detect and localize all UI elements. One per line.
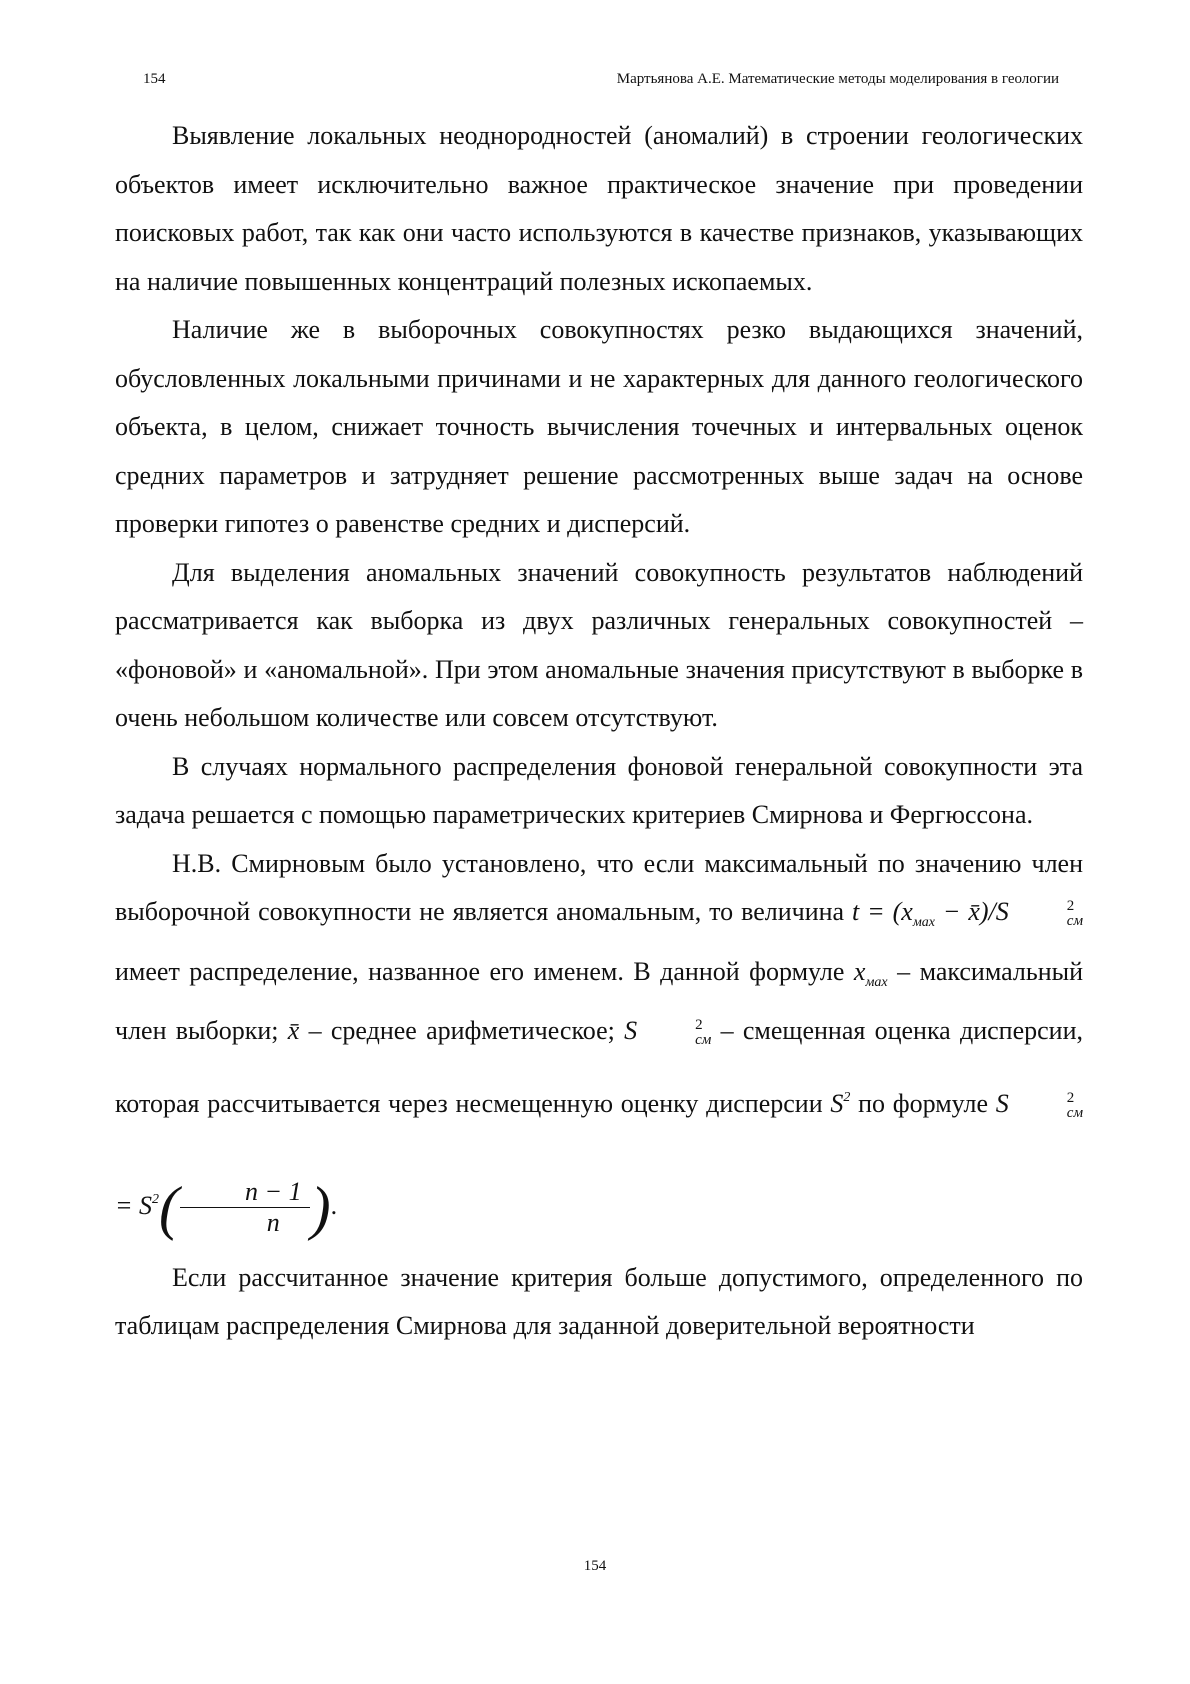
sub-mah: мах xyxy=(912,915,935,930)
fraction-n-minus-1-over-n xyxy=(180,1177,310,1238)
fraction-numerator: n − 1 xyxy=(180,1177,310,1208)
supsub-s2-sm xyxy=(1010,899,1083,929)
supsub-s2-sm-3 xyxy=(1010,1091,1083,1121)
sub-sm-2: см xyxy=(695,1032,712,1049)
s-symbol: S xyxy=(624,1016,638,1045)
sub-sm: см xyxy=(1066,913,1084,930)
sup-2d: 2 xyxy=(1066,1089,1075,1106)
p5-text-c: – максимальный член выборки; xyxy=(115,956,1084,1045)
p5-text-f: по формуле xyxy=(858,1088,989,1118)
sup-2b: 2 xyxy=(695,1017,703,1034)
formula-t-head: t = (x xyxy=(852,897,913,926)
x-symbol: x xyxy=(853,956,866,986)
paragraph-3: Для выделения аномальных значений совокупность результатов наблюдений рассматривается как выборка из двух различных генеральных совокупностей – «фоновой» и «аномальной». При этом аномальные значения присутствуют в выборке в очень небольшом количестве или совсем отсутствуют. xyxy=(115,557,1083,732)
paragraph-4: В случаях нормального распределения фоновой генеральной совокупности эта задача решается с помощью параметрических критериев Смирнова и Фергюссона. xyxy=(115,751,1083,829)
s-symbol-3: S xyxy=(995,1088,1009,1118)
symbol-x-max xyxy=(853,956,888,990)
formula-eq-s: = S xyxy=(115,1190,153,1220)
paren-right: ) xyxy=(310,1174,331,1241)
sub-sm-3: см xyxy=(1066,1104,1084,1121)
p5-text-d: – среднее арифметическое; xyxy=(308,1016,615,1045)
s-symbol-2: S xyxy=(830,1088,844,1118)
sup-2c: 2 xyxy=(843,1089,851,1105)
sub-mah-2: мах xyxy=(865,974,888,990)
sup-2e: 2 xyxy=(152,1191,160,1207)
p5-text-e: – смещенная оценка дисперсии, которая рассчитывается через несмещенную оценку дисперсии xyxy=(115,1016,1083,1118)
paragraph-1: Выявление локальных неоднородностей (аномалий) в строении геологических объектов имеет исключительно важное практическое значение при проведении поисковых работ, так как они часто используются в качестве признаков, указывающих на наличие повышенных концентраций полезных ископаемых. xyxy=(115,121,1083,296)
header-page-number: 154 xyxy=(143,71,166,87)
header-running-title: Мартьянова А.Е. Математические методы моделирования в геологии xyxy=(616,71,1059,87)
formula-t xyxy=(852,897,1084,930)
symbol-s2 xyxy=(830,1089,850,1118)
footer-page-number: 154 xyxy=(583,1558,607,1574)
p5-text-a: Н.В. Смирновым было установлено, что если максимальный по значению член выборочной совокупности не является аномальным, то величина xyxy=(115,848,1083,926)
supsub-s2-sm-2 xyxy=(638,1018,711,1048)
p5-text-b: имеет распределение, названное его именем. В данной формуле xyxy=(115,956,845,986)
symbol-x-bar: x̄ xyxy=(287,1016,300,1045)
symbol-s2-sm xyxy=(624,1016,712,1049)
paragraph-5 xyxy=(115,840,1083,1254)
main-text xyxy=(115,112,1083,1351)
formula-t-tail: − x̄)/S xyxy=(934,897,1009,926)
sup-2: 2 xyxy=(1066,898,1075,915)
fraction-denominator: n xyxy=(266,1208,280,1238)
paren-left: ( xyxy=(159,1174,180,1241)
formula-period: . xyxy=(330,1190,338,1220)
paragraph-6: Если рассчитанное значение критерия больше допустимого, определенного по таблицам распределения Смирнова для заданной доверительной вероятности xyxy=(115,1262,1083,1340)
paragraph-2: Наличие же в выборочных совокупностях резко выдающихся значений, обусловленных локальными причинами и не характерных для данного геологического объекта, в целом, снижает точность вычисления точечных и интервальных оценок средних параметров и затрудняет решение рассмотренных выше задач на основе проверки гипотез о равенстве средних и дисперсий. xyxy=(115,315,1083,538)
